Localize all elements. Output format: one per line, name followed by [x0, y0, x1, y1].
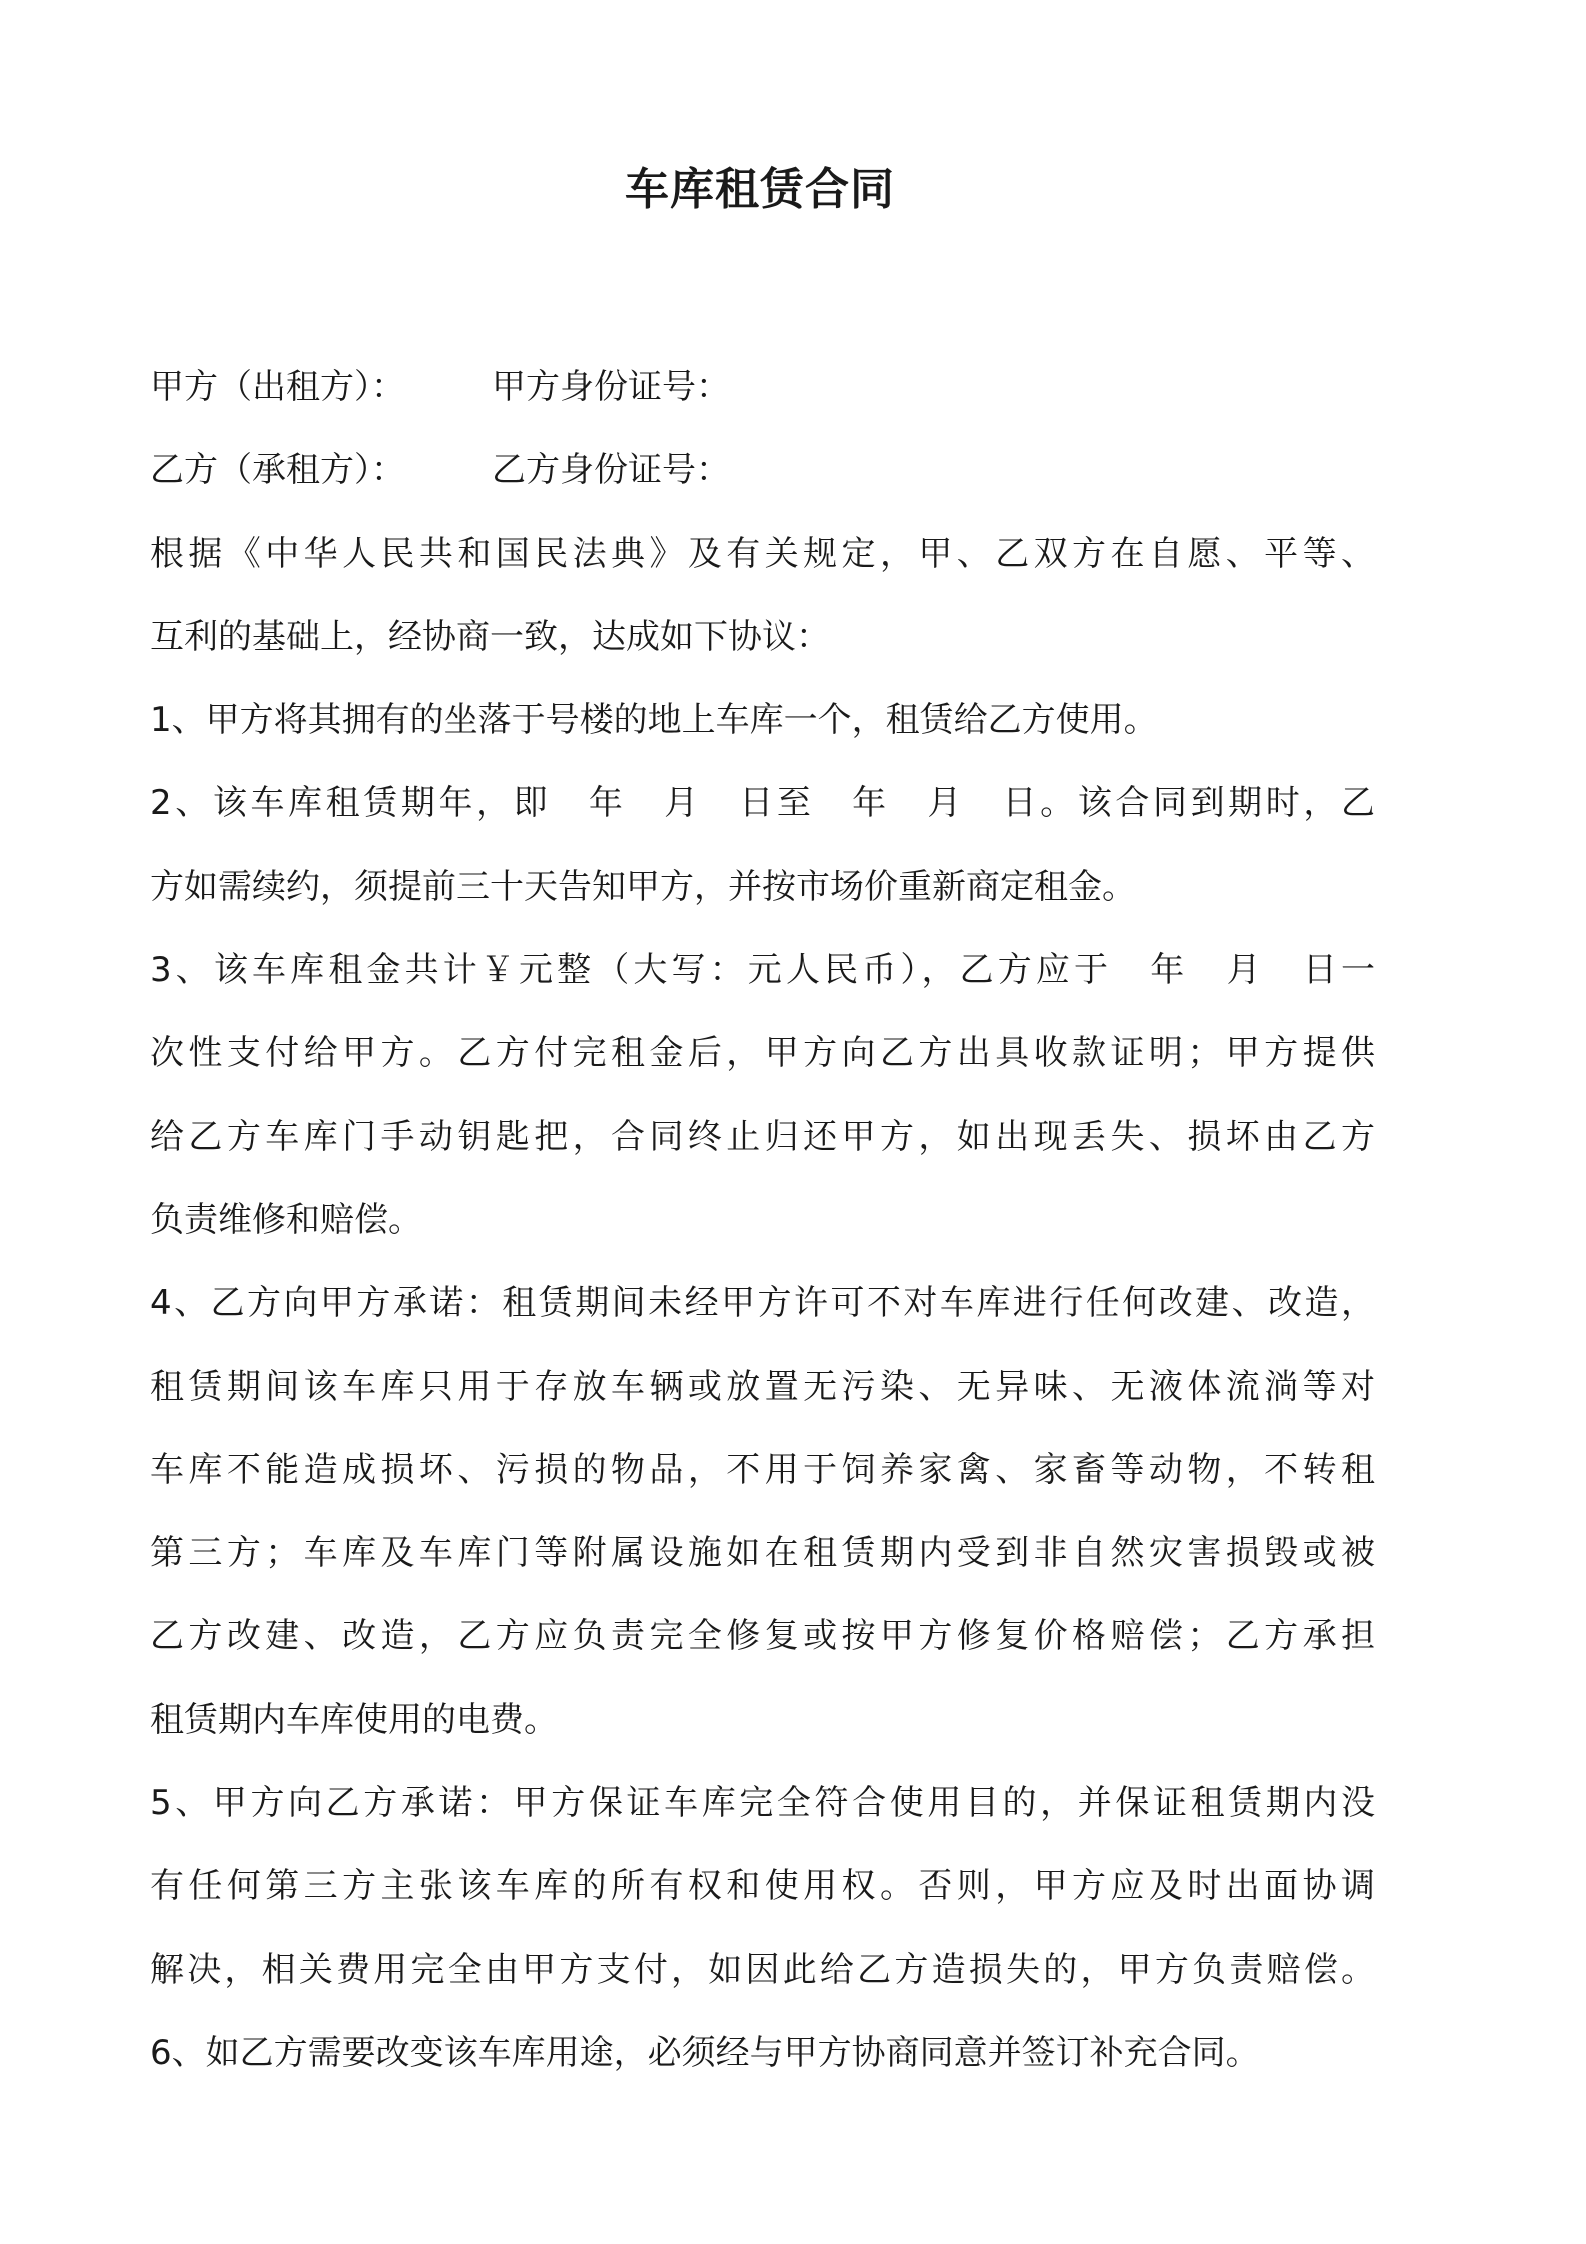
clause-3-line: 3、该车库租金共计￥元整（大写：元人民币），乙方应于 年 月 日一: [150, 950, 1375, 991]
clause-2-line: 方如需续约，须提前三十天告知甲方，并按市场价重新商定租金。: [150, 866, 1136, 907]
clause-5-line: 5、甲方向乙方承诺：甲方保证车库完全符合使用目的，并保证租赁期内没: [150, 1783, 1375, 1824]
party-a-id-label: 甲方身份证号：: [492, 367, 730, 407]
paragraph-line: 互利的基础上，经协商一致，达成如下协议：: [150, 616, 830, 657]
clause-4-line: 租赁期间该车库只用于存放车辆或放置无污染、无异味、无液体流淌等对: [150, 1366, 1375, 1407]
party-a-row: [150, 346, 1375, 429]
clause-3-line: 给乙方车库门手动钥匙把，合同终止归还甲方，如出现丢失、损坏由乙方: [150, 1116, 1375, 1157]
party-a-label: 甲方（出租方）：: [150, 367, 405, 407]
clause-4-line: 乙方改建、改造，乙方应负责完全修复或按甲方修复价格赔偿；乙方承担: [150, 1616, 1375, 1657]
clause-3-line: 负责维修和赔偿。: [150, 1199, 422, 1240]
clause-4-line: 车库不能造成损坏、污损的物品，不用于饲养家禽、家畜等动物，不转租: [150, 1449, 1375, 1490]
clause-4-line: 4、乙方向甲方承诺：租赁期间未经甲方许可不对车库进行任何改建、改造，: [150, 1283, 1375, 1324]
clause-5-line: 解决，相关费用完全由甲方支付，如因此给乙方造损失的，甲方负责赔偿。: [150, 1949, 1375, 1990]
paragraph-line: 根据《中华人民共和国民法典》及有关规定，甲、乙双方在自愿、平等、: [150, 533, 1375, 574]
clause-4-line: 第三方；车库及车库门等附属设施如在租赁期内受到非自然灾害损毁或被: [150, 1533, 1375, 1574]
clause-1-line: 1、甲方将其拥有的坐落于号楼的地上车库一个，租赁给乙方使用。: [150, 700, 1158, 741]
clause-4-line: 租赁期内车库使用的电费。: [150, 1699, 558, 1740]
clause-3-line: 次性支付给甲方。乙方付完租金后，甲方向乙方出具收款证明；甲方提供: [150, 1033, 1375, 1074]
party-b-id-label: 乙方身份证号：: [492, 450, 730, 491]
clause-2-line: 2、该车库租赁期年，即 年 月 日至 年 月 日。该合同到期时，乙: [150, 783, 1375, 824]
clause-6-line: 6、如乙方需要改变该车库用途，必须经与甲方协商同意并签订补充合同。: [150, 2032, 1260, 2073]
party-b-label: 乙方（承租方）：: [150, 450, 405, 491]
clause-5-line: 有任何第三方主张该车库的所有权和使用权。否则，甲方应及时出面协调: [150, 1866, 1375, 1907]
document-title: 车库租赁合同: [625, 164, 895, 215]
contract-body: [150, 346, 1375, 2095]
party-b-row: [150, 429, 1375, 512]
